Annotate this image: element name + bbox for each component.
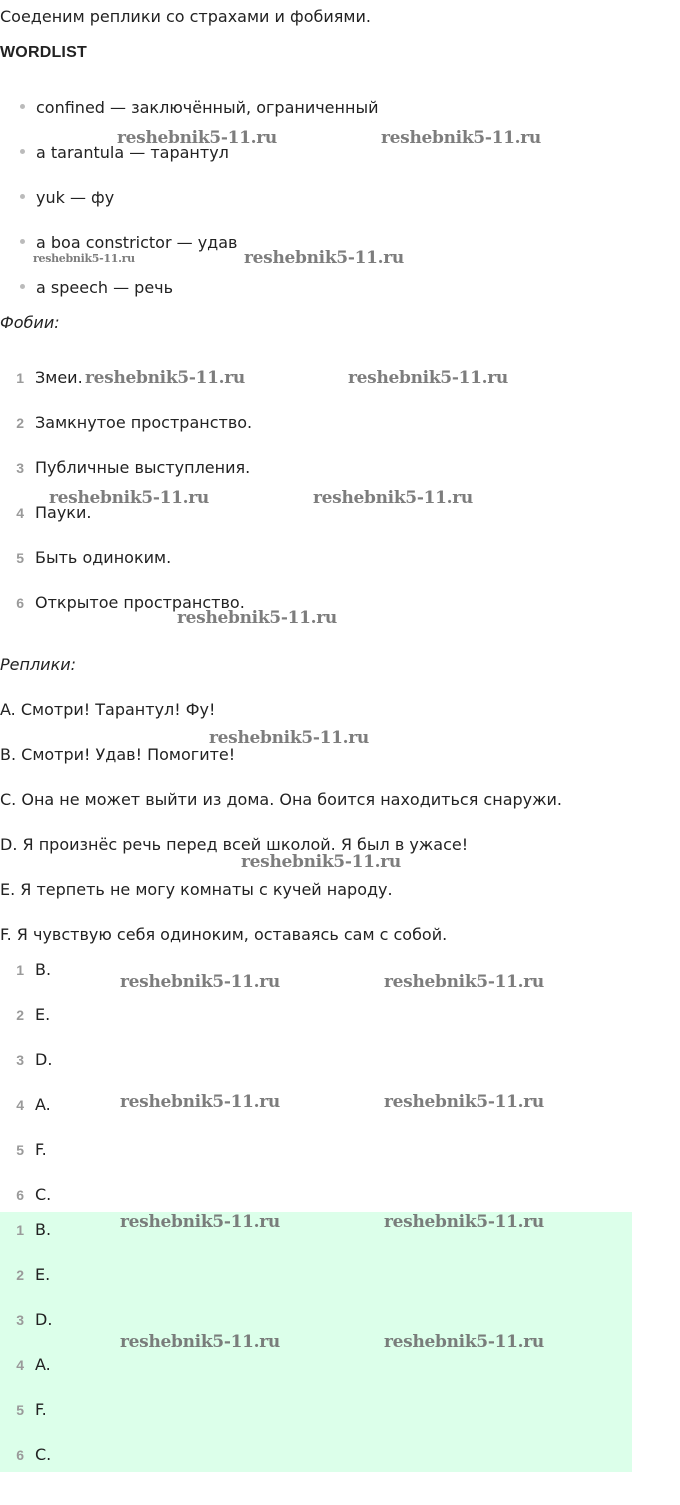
- answer-text: E.: [35, 1005, 51, 1024]
- wordlist-item: [20, 278, 173, 297]
- answer-item-highlighted: [0, 1265, 50, 1284]
- watermark: reshebnik5-11.ru: [244, 248, 404, 268]
- answer-text: F.: [35, 1140, 47, 1159]
- answer-text: B.: [35, 1220, 52, 1239]
- item-number: 3: [16, 1052, 24, 1068]
- watermark: reshebnik5-11.ru: [384, 1332, 544, 1352]
- wordlist-title: WORDLIST: [0, 44, 87, 61]
- answer-text: F.: [35, 1400, 47, 1419]
- item-number: 2: [16, 1007, 24, 1023]
- reply-item: B. Смотри! Удав! Помогите!: [0, 745, 236, 764]
- answer-item-highlighted: [0, 1445, 51, 1464]
- watermark: reshebnik5-11.ru: [33, 252, 135, 265]
- wordlist-item-text: a speech — речь: [36, 278, 174, 297]
- answer-item: [0, 1050, 52, 1069]
- item-number: 6: [16, 595, 24, 611]
- phobia-item: [0, 413, 252, 432]
- phobia-text: Змеи.: [35, 368, 83, 387]
- item-number: 1: [16, 370, 24, 386]
- item-number: 3: [16, 1312, 24, 1328]
- watermark: reshebnik5-11.ru: [117, 128, 277, 148]
- wordlist-item-text: a tarantula — тарантул: [36, 143, 229, 162]
- answer-text: D.: [35, 1310, 53, 1329]
- watermark: reshebnik5-11.ru: [120, 1332, 280, 1352]
- answer-text: A.: [35, 1355, 51, 1374]
- answer-item: [0, 1005, 50, 1024]
- phobia-item: [0, 458, 250, 477]
- wordlist-item: [20, 98, 378, 117]
- answer-item: [0, 1140, 47, 1159]
- watermark: reshebnik5-11.ru: [120, 1212, 280, 1232]
- phobia-text: Открытое пространство.: [35, 593, 245, 612]
- watermark: reshebnik5-11.ru: [384, 1212, 544, 1232]
- answer-item: [0, 1095, 51, 1114]
- phobia-text: Пауки.: [35, 503, 92, 522]
- item-number: 6: [16, 1447, 24, 1463]
- phobia-item: [0, 368, 83, 387]
- watermark: reshebnik5-11.ru: [177, 608, 337, 628]
- item-number: 5: [16, 550, 24, 566]
- watermark: reshebnik5-11.ru: [120, 1092, 280, 1112]
- item-number: 6: [16, 1187, 24, 1203]
- item-number: 1: [16, 962, 24, 978]
- wordlist-item: [20, 188, 114, 207]
- watermark: reshebnik5-11.ru: [120, 972, 280, 992]
- watermark: reshebnik5-11.ru: [384, 1092, 544, 1112]
- item-number: 4: [16, 1357, 24, 1373]
- item-number: 3: [16, 460, 24, 476]
- answer-item-highlighted: [0, 1400, 47, 1419]
- wordlist-item: [20, 233, 237, 252]
- answer-item: [0, 1185, 51, 1204]
- watermark: reshebnik5-11.ru: [313, 488, 473, 508]
- bullet-icon: [20, 194, 25, 199]
- wordlist-item-text: confined — заключённый, ограниченный: [36, 98, 379, 117]
- answer-text: A.: [35, 1095, 51, 1114]
- answer-text: D.: [35, 1050, 53, 1069]
- watermark: reshebnik5-11.ru: [209, 728, 369, 748]
- answer-text: B.: [35, 960, 52, 979]
- answer-item-highlighted: [0, 1220, 51, 1239]
- phobia-text: Замкнутое пространство.: [35, 413, 253, 432]
- bullet-icon: [20, 149, 25, 154]
- watermark: reshebnik5-11.ru: [85, 368, 245, 388]
- reply-item: E. Я терпеть не могу комнаты с кучей народу.: [0, 880, 393, 899]
- item-number: 5: [16, 1402, 24, 1418]
- item-number: 1: [16, 1222, 24, 1238]
- answer-text: C.: [35, 1185, 52, 1204]
- watermark: reshebnik5-11.ru: [348, 368, 508, 388]
- answer-item: [0, 960, 51, 979]
- phobia-text: Быть одиноким.: [35, 548, 172, 567]
- answer-text: C.: [35, 1445, 52, 1464]
- phobia-item: [0, 548, 171, 567]
- reply-item: A. Смотри! Тарантул! Фу!: [0, 700, 216, 719]
- watermark: reshebnik5-11.ru: [381, 128, 541, 148]
- reply-item: C. Она не может выйти из дома. Она боится находиться снаружи.: [0, 790, 563, 809]
- reply-item: F. Я чувствую себя одиноким, оставаясь сам с собой.: [0, 925, 448, 944]
- intro-text: Соеденим реплики со страхами и фобиями.: [0, 7, 371, 26]
- bullet-icon: [20, 284, 25, 289]
- answer-item-highlighted: [0, 1310, 52, 1329]
- phobias-title: Фобии:: [0, 313, 60, 332]
- reply-item: D. Я произнёс речь перед всей школой. Я был в ужасе!: [0, 835, 469, 854]
- watermark: reshebnik5-11.ru: [384, 972, 544, 992]
- item-number: 5: [16, 1142, 24, 1158]
- bullet-icon: [20, 239, 25, 244]
- item-number: 2: [16, 1267, 24, 1283]
- phobia-text: Публичные выступления.: [35, 458, 251, 477]
- bullet-icon: [20, 104, 25, 109]
- wordlist-item-text: a boa constrictor — удав: [36, 233, 238, 252]
- answer-text: E.: [35, 1265, 51, 1284]
- item-number: 4: [16, 1097, 24, 1113]
- wordlist-item-text: yuk — фу: [36, 188, 115, 207]
- replies-title: Реплики:: [0, 655, 77, 674]
- answer-item-highlighted: [0, 1355, 51, 1374]
- watermark: reshebnik5-11.ru: [241, 852, 401, 872]
- watermark: reshebnik5-11.ru: [49, 488, 209, 508]
- item-number: 2: [16, 415, 24, 431]
- item-number: 4: [16, 505, 24, 521]
